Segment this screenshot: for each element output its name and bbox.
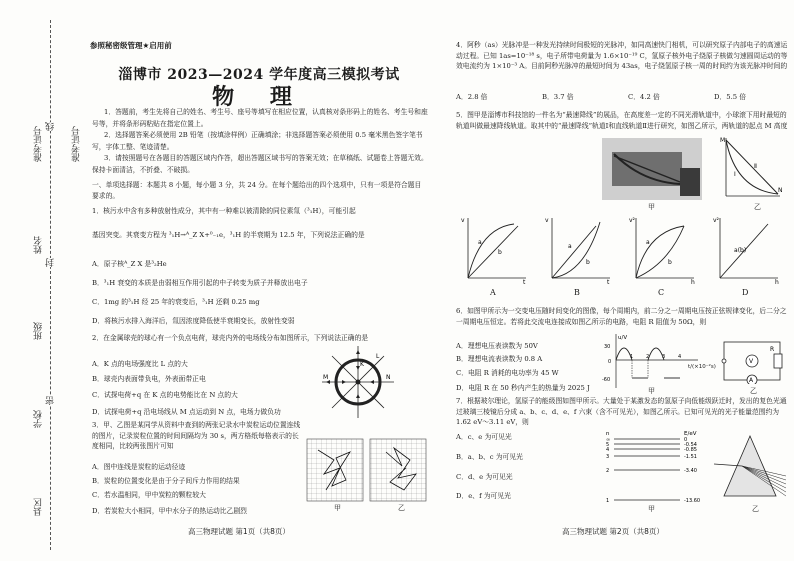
q1-stem-b: 基因突变。其衰变方程为 ³₁H→ᴬ_Z X+⁰₋₁e，³₁H 的半衰期为 12.5 年，下列说法正确的是 [92,231,365,239]
q7-fig-label-jia: 甲 [648,505,655,513]
q7-energy-level-diagram [600,428,710,506]
q7-prism-figure [714,430,788,506]
q5-track-i: Ⅰ [734,171,736,178]
q6-tick-30: 30 [604,344,611,350]
q2-option-d: D．试探电荷+q 沿电场线从 M 点运动到 N 点，电场力做负功 [92,408,281,416]
q5-track-n: N [778,187,783,194]
q5-graph-a-axis-x: t [523,279,526,286]
q1-option-c: C．1mg 的³₁H 经 25 年的衰变后，³₁H 还剩 0.25 mg [92,298,260,306]
q5-graph-b-curve-b: b [586,259,590,266]
q5-stem-intro [456,110,788,132]
q5-graph-a-curve-a: a [478,239,482,246]
name-label: 姓名 [34,236,44,254]
q7-option-c: C．d、e 为可见光 [456,473,513,481]
q6-circuit-figure [720,338,784,384]
class-label: 班级 [34,322,44,340]
q5-graph-b [544,214,614,286]
district-label: 县区 [34,498,44,516]
q7-level-5-n: 5 [606,442,610,448]
q6-tick-neg60: -60 [602,377,611,383]
q5-graph-label-d: D [742,288,749,297]
note-2: 2．选择题答案必须使用 2B 铅笔（按填涂样例）正确填涂；非选择题答案必须使用 0.5 毫米黑色签字笔书写，字体工整、笔迹清楚。 [92,131,423,151]
school-label: 学校 [34,410,44,428]
q6-tick-3: 3 [662,354,666,360]
q5-graph-c [628,214,698,286]
secret-label: 参照秘密级管理★启用前 [90,41,172,50]
q4-option-c: C．4.2 倍 [628,93,660,101]
q6-option-b: B．理想电流表读数为 0.8 A [456,355,543,363]
page-1-footer: 高三物理试题 第1页（共8页） [188,527,290,536]
q6-stem: 6．如图甲所示为一交变电压随时间变化的图像，每个周期内，前二分之一周期电压按正弦规律变化，后二分之一周期电压恒定。若将此交流电连接成如图乙所示的电路，电阻 R 阻值为 50Ω，则 [456,307,787,326]
q5-fig-label-jia: 甲 [648,203,655,211]
q6-ammeter-icon: A [749,377,754,384]
q5-graph-d-curve-ab: a(b) [734,247,747,254]
q5-graph-b-curve-a: a [568,243,572,250]
q6-tick-1: 1 [630,354,634,360]
q7-level-3-e: -1.51 [684,454,697,460]
cut-mark-seal: 封 [46,258,56,267]
q7-level-5-e: -0.54 [684,442,697,448]
q5-graph-c-axis-x: h [691,279,695,286]
q6-voltmeter-icon: V [749,358,754,365]
q1-option-a: A．原子核ᴬ_Z X 是³₂He [92,260,167,268]
q5-graph-label-c: C [658,288,665,297]
q5-graph-d-axis-y: v² [713,217,719,224]
q2-point-k: K [360,361,364,368]
section-1-heading: 一、单项选择题：本题共 8 小题，每小题 3 分，共 24 分。在每个题给出的四个选项中，只有一项是符合题目要求的。 [92,181,422,200]
q5-graph-c-axis-y: v² [629,217,635,224]
q5-graph-d [712,214,782,286]
q2-point-l: L [376,353,380,360]
exam-title: 淄博市 2023—2024 学年度高三模拟考试 [118,67,400,83]
q7-option-a: A．c、e 为可见光 [456,433,512,441]
q4-option-a: A．2.8 倍 [456,93,488,101]
q5-track-figure [720,134,786,202]
q7-level-1-e: -13.60 [684,498,701,504]
q7-level-2-n: 2 [606,468,610,474]
q3-option-a: A．图中连线是炭粒的运动径迹 [92,463,186,471]
binding-margin [0,0,88,561]
q5-graph-b-axis-x: t [607,279,610,286]
q2-field-figure [320,344,396,420]
q6-option-a: A．理想电压表读数为 50V [456,342,538,350]
q3-option-d: D．若炭粒大小相同，甲中水分子的热运动比乙剧烈 [92,507,247,515]
cut-mark-secret: 密 [46,396,56,405]
q5-photo-figure [602,138,702,200]
q1-option-d: D．将核污水排入海洋后，氚因浓度降低使半衰期变长，放射性变弱 [92,317,295,325]
admission-no-label: 准考证号 [34,126,44,162]
q5-graph-a-curve-b: b [498,249,502,256]
q5-track-ii: Ⅱ [754,163,757,170]
q7-level-4-e: -0.85 [684,447,697,453]
q5-graph-label-b: B [574,288,580,297]
q6-option-c: C．电阻 R 消耗的电功率为 45 W [456,369,559,377]
q5-graph-b-axis-y: v [545,217,549,224]
q2-point-n: N [386,374,391,381]
q5-graph-c-curve-a: a [646,239,650,246]
q5-graph-label-a: A [490,288,496,297]
q5-fig-label-yi: 乙 [754,203,761,211]
q6-voltage-graph [602,332,702,390]
q7-stem: 7．根据玻尔理论，氢原子的能级图如图甲所示。大量处于某激发态的氢原子向低能级跃迁时，发出的复色光通过玻璃三棱镜后分成 a、b、c、d、e、f 六束（含不可见光），如图乙所示。已知可见光的光子能量范围约为 1.62 eV～3.11 eV，则 [456,397,787,426]
cut-line [50,20,51,550]
q5-graph-d-axis-x: h [775,279,779,286]
q4-option-d: D．5.5 倍 [714,93,747,101]
q7-level-2-e: -3.40 [684,468,697,474]
q7-header-e: E/eV [684,431,697,437]
q6-fig-label-yi: 乙 [750,387,757,395]
q6-resistor-label: R [770,346,775,353]
q6-axis-t: t/(×10⁻²s) [688,364,716,370]
q5-graph-a [460,214,530,286]
q7-option-b: B．a、b、c 为可见光 [456,453,523,461]
page-2 [452,0,790,561]
q4-option-b: B．3.7 倍 [542,93,574,101]
q2-stem: 2．在金属球壳的球心有一个负点电荷，球壳内外的电场线分布如图所示，下列说法正确的是 [92,334,369,342]
q1-stem-a: 1．核污水中含有多种放射性成分，其中有一种难以被清除的同位素氚（³₁H），可能引起 [92,207,356,215]
q6-axis-u: u/V [618,335,628,341]
subject-title: 物 理 [212,84,306,110]
q6-tick-2: 2 [646,354,650,360]
q7-level-4-n: 4 [606,447,610,453]
q4-stem: 4．阿秒（as）光脉冲是一种发光持续时间极短的光脉冲，如同高速快门相机，可以研究原子内部电子的高速运动过程。已知 1as=10⁻¹⁸ s，电子所带电荷量为 1.6×10⁻¹⁹ C，氢原子核外电子绕原子核做匀速圆周运动的等效电流约为 1×10⁻³ A。目前阿秒光脉冲的最短时间为 43as，电子绕氢原子核一周的时间约为该光脉冲时间的 [456,41,788,70]
q7-option-d: D．e、f 为可见光 [456,492,511,500]
cut-mark-line: 线 [46,122,56,131]
q7-level-1-n: 1 [606,498,610,504]
page-2-footer: 高三物理试题 第2页（共8页） [562,527,664,536]
q2-option-a: A．K 点的电场强度比 L 点的大 [92,360,188,368]
q1-option-b: B．³₁H 衰变的本质是由弱相互作用引起的中子转变为质子并释放出电子 [92,279,308,287]
q6-fig-label-jia: 甲 [648,387,655,395]
q7-level-inf-n: ∞ [606,437,611,443]
q3-brownian-figures [306,438,428,508]
admission-no-label-right: 准考证号 [72,126,82,162]
q7-level-inf-e: 0 [684,437,688,443]
q5-track-m: M [720,137,726,144]
q7-level-3-n: 3 [606,454,610,460]
q7-header-n: n [606,431,610,437]
q5-graph-a-axis-y: v [461,217,465,224]
q5-graph-c-curve-b: b [668,259,672,266]
q6-option-d: D．电阻 R 在 50 秒内产生的热量为 2025 J [456,384,590,392]
page-1 [88,0,430,561]
q7-fig-label-yi: 乙 [752,505,759,513]
q5-stem: 5．图甲是淄博市科技馆的一件名为“最速降线”的展品，在高度差一定的不同光滑轨道中，小球滚下用时最短的轨道叫做最速降线轨道。取其中的“最速降线”轨道Ⅰ和直线轨道Ⅱ进行研究，如图乙所示，两轨道的起点 M 高度 [456,111,788,130]
q3-option-b: B．炭粒的位置变化是由于分子间斥力作用的结果 [92,477,240,485]
q2-option-b: B．球壳内表面带负电，外表面带正电 [92,375,206,383]
q6-tick-0: 0 [608,359,612,365]
q2-option-c: C．试探电荷+q 在 K 点的电势能比在 N 点的大 [92,391,238,399]
q2-point-m: M [323,374,329,381]
q3-option-c: C．若水温相同，甲中炭粒的颗粒较大 [92,491,206,499]
q3-stem: 3．甲、乙图是某同学从资料中查到的两张记录水中炭粒运动位置连线的图片，记录炭粒位置的时间间隔均为 30 s，两方格纸每格表示的长度相同，比较两张图片可知 [92,421,301,450]
note-1: 1．答题前，考生先将自己的姓名、考生号、座号等填写在相应位置，认真核对条形码上的姓名、考生号和座号等，并将条形码粘贴在指定位置上。 [92,108,428,128]
q3-fig-label-jia: 甲 [334,504,341,512]
q6-tick-4: 4 [678,354,682,360]
note-3: 3．请按照题号在各题目的答题区域内作答，超出答题区域书写的答案无效；在草稿纸、试题卷上答题无效。保持卡面清洁，不折叠、不破损。 [92,154,428,174]
q3-fig-label-yi: 乙 [398,504,405,512]
